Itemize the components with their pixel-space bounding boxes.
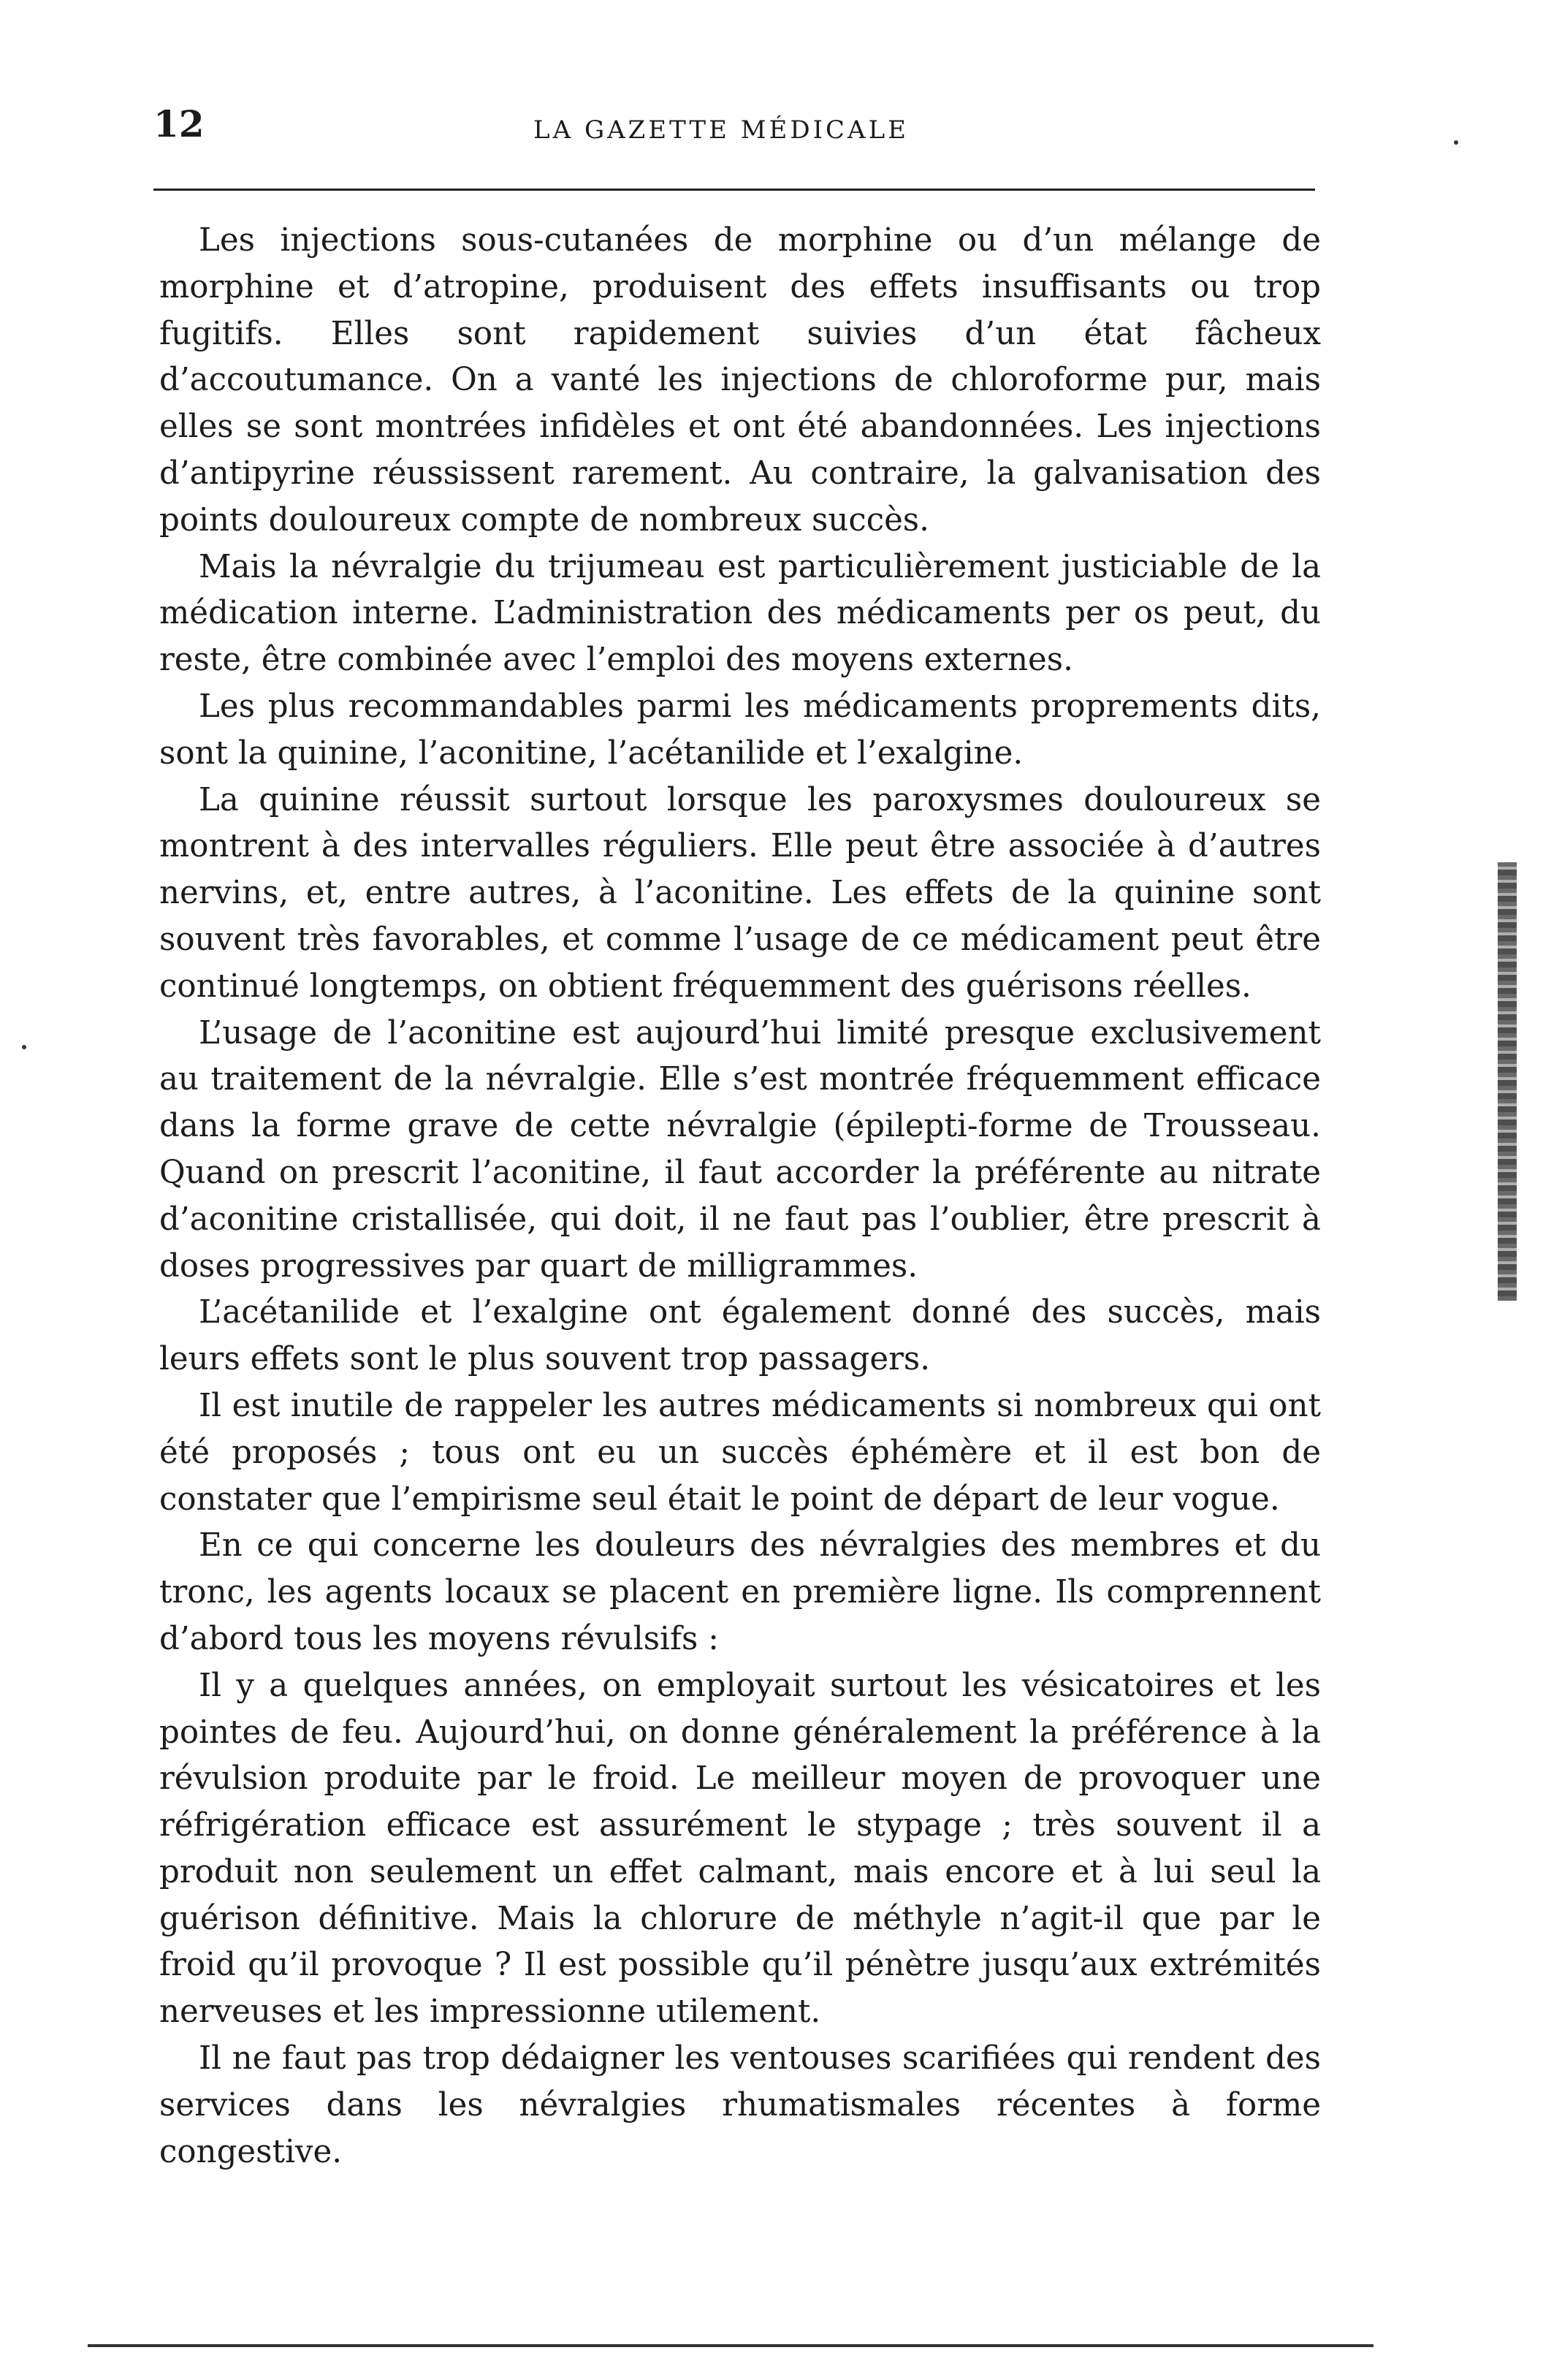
edge-dot: [1454, 140, 1458, 145]
paragraph: Il y a quelques années, on employait surtout les vésicatoires et les pointes de feu. Aujourd’hui, on donne généralement la préférence à la révulsion produite par le froid. Le meilleur moyen de provoquer une réfrigération efficace est assurément le stypage ; très souvent il a produit non seulement un effet calmant, mais encore et à lui seul la guérison définitive. Mais la chlorure de méthyle n’agit-il que par le froid qu’il provoque ? Il est possible qu’il pénètre jusqu’aux extrémités nerveuses et les impressionne utilement.: [159, 1667, 1321, 2031]
paragraph: Les plus recommandables parmi les médicaments proprements dits, sont la quinine, l’aconitine, l’acétanilide et l’exalgine.: [159, 688, 1321, 772]
paragraph: Mais la névralgie du trijumeau est particulièrement justiciable de la médication interne. L’administration des médicaments per os peut, du reste, être combinée avec l’emploi des moyens externes.: [159, 548, 1321, 679]
binding-edge-mark: [1498, 862, 1517, 1301]
header-rule: [153, 189, 1315, 191]
paragraph: Il est inutile de rappeler les autres médicaments si nombreux qui ont été proposés ; tous ont eu un succès éphémère et il est bon de constater que l’empirisme seul était le point de départ de leur vogue.: [159, 1387, 1321, 1518]
paragraph: En ce qui concerne les douleurs des névralgies des membres et du tronc, les agents locaux se placent en première ligne. Ils comprennent d’abord tous les moyens révulsifs :: [159, 1527, 1321, 1657]
bottom-rule: [88, 2344, 1374, 2347]
paragraph: L’usage de l’aconitine est aujourd’hui limité presque exclusivement au traitement de la névralgie. Elle s’est montrée fréquemment efficace dans la forme grave de cette névralgie (épilepti-forme de Trousseau. Quand on prescrit l’aconitine, il faut accorder la préférente au nitrate d’aconitine cristallisée, qui doit, il ne faut pas l’oublier, être prescrit à doses progressives par quart de milligrammes.: [159, 1014, 1321, 1285]
running-title: LA GAZETTE MÉDICALE: [533, 115, 909, 145]
page-number: 12: [153, 102, 205, 145]
edge-dot: [22, 1045, 26, 1049]
page-header: [153, 102, 1322, 161]
paragraph: La quinine réussit surtout lorsque les paroxysmes douloureux se montrent à des intervalles réguliers. Elle peut être associée à d’autres nervins, et, entre autres, à l’aconitine. Les effets de la quinine sont souvent très favorables, et comme l’usage de ce médicament peut être continué longtemps, on obtient fréquemment des guérisons réelles.: [159, 781, 1321, 1005]
paragraph: Les injections sous-cutanées de morphine ou d’un mélange de morphine et d’atropine, produisent des effets insuffisants ou trop fugitifs. Elles sont rapidement suivies d’un état fâcheux d’accoutumance. On a vanté les injections de chloroforme pur, mais elles se sont montrées infidèles et ont été abandonnées. Les injections d’antipyrine réussissent rarement. Au contraire, la galvanisation des points douloureux compte de nombreux succès.: [159, 222, 1321, 539]
paragraph: Il ne faut pas trop dédaigner les ventouses scarifiées qui rendent des services dans les névralgies rhumatismales récentes à forme congestive.: [159, 2040, 1321, 2170]
paragraph: L’acétanilide et l’exalgine ont également donné des succès, mais leurs effets sont le plus souvent trop passagers.: [159, 1294, 1321, 1378]
body-text: [159, 218, 1321, 2175]
